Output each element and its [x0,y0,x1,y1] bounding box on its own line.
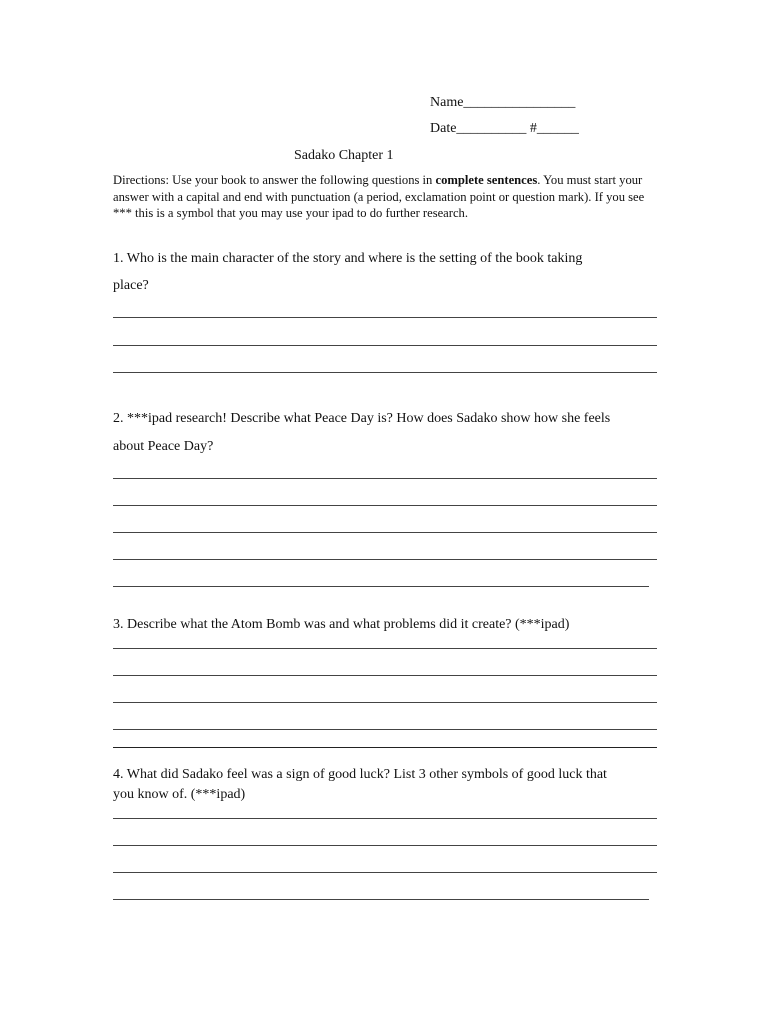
question-4-line1: 4. What did Sadako feel was a sign of good luck? List 3 other symbols of good luck that [113,767,607,782]
worksheet-title: Sadako Chapter 1 [294,148,394,163]
answer-line[interactable] [113,505,657,506]
answer-line[interactable] [113,586,649,587]
question-2-line1: 2. ***ipad research! Describe what Peace Day is? How does Sadako show how she feels [113,411,611,426]
directions-bold: complete sentences [435,173,538,187]
answer-line[interactable] [113,559,657,560]
directions-part1: Directions: Use your book to answer the following questions in [113,173,436,187]
name-field-label: Name________________ [430,95,576,110]
answer-line[interactable] [113,729,657,730]
answer-line[interactable] [113,648,657,649]
answer-line[interactable] [113,845,657,846]
directions-part2: . You must start your answer with a capital and end with punctuation (a period, exclamation point or question mark). If you see *** this is a symbol that you may use your ipad to do further research. [113,173,645,220]
question-2-line2: about Peace Day? [113,439,214,454]
date-field-label: Date__________ #______ [430,121,579,136]
answer-line[interactable] [113,872,657,873]
section-divider [113,747,657,748]
directions-text [113,172,658,222]
answer-line[interactable] [113,532,657,533]
answer-line[interactable] [113,372,657,373]
answer-line[interactable] [113,818,657,819]
answer-line[interactable] [113,899,649,900]
answer-line[interactable] [113,675,657,676]
question-1-line2: place? [113,278,149,293]
question-3-line1: 3. Describe what the Atom Bomb was and what problems did it create? (***ipad) [113,617,570,632]
answer-line[interactable] [113,702,657,703]
question-1-line1: 1. Who is the main character of the story and where is the setting of the book taking [113,251,583,266]
answer-line[interactable] [113,478,657,479]
answer-line[interactable] [113,317,657,318]
answer-line[interactable] [113,345,657,346]
question-4-line2: you know of. (***ipad) [113,787,246,802]
